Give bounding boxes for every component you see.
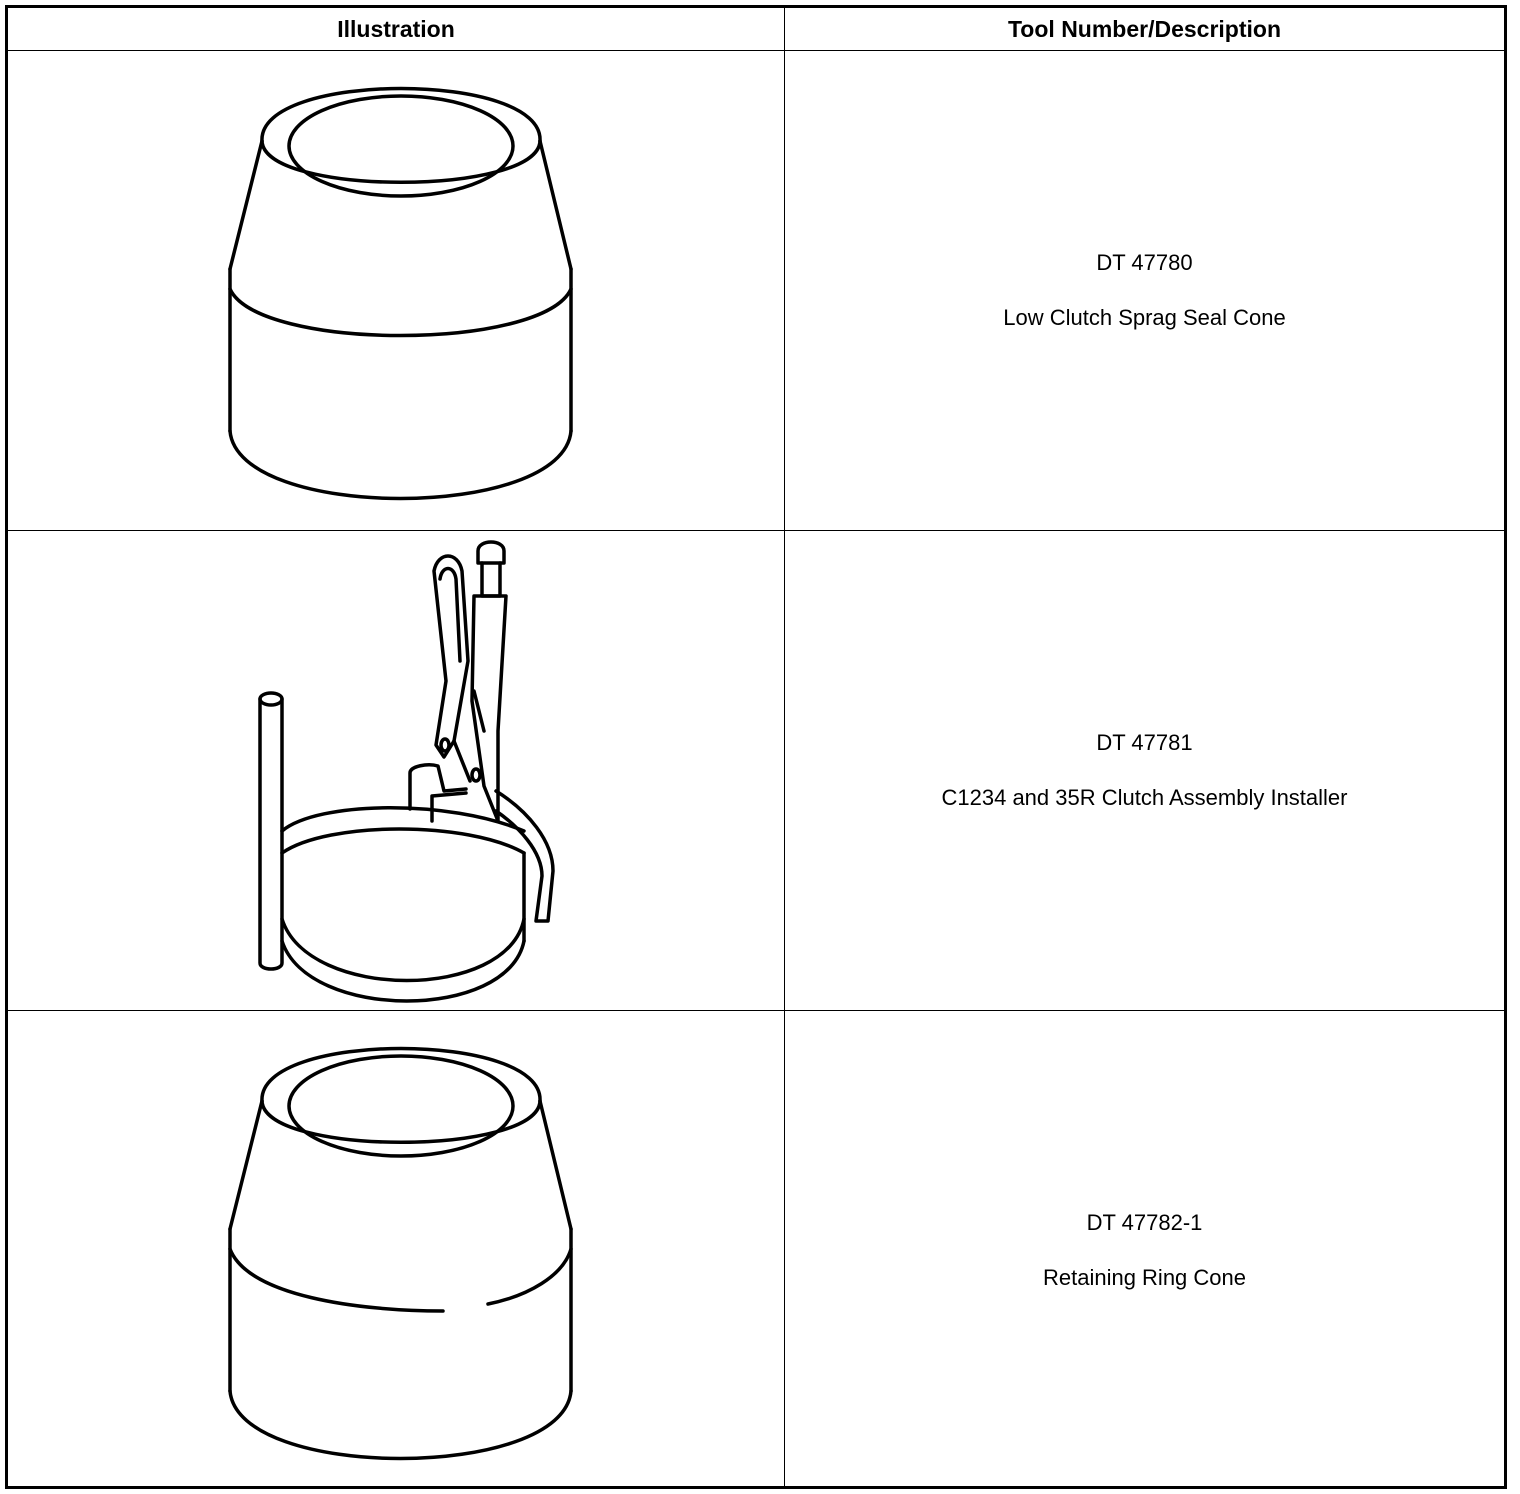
table-row-1-description — [785, 51, 1504, 530]
tool-description: Low Clutch Sprag Seal Cone — [1003, 305, 1286, 330]
header-tool-number-description: Tool Number/Description — [1007, 16, 1282, 42]
table-row-3-illustration — [8, 1011, 784, 1490]
table-row-3-description — [785, 1011, 1504, 1490]
tool-description: C1234 and 35R Clutch Assembly Installer — [941, 785, 1348, 810]
tool-description: Retaining Ring Cone — [1042, 1265, 1247, 1290]
seal-cone-icon — [8, 51, 784, 530]
table-row-1-illustration — [8, 51, 784, 530]
ring-cone-icon — [8, 1011, 784, 1490]
table-row-2-description — [785, 531, 1504, 1010]
tool-number: DT 47782-1 — [1086, 1210, 1203, 1235]
special-tools-table — [5, 5, 1507, 1489]
tool-number: DT 47781 — [1096, 730, 1193, 755]
header-illustration: Illustration — [337, 16, 455, 42]
clutch-installer-clamp-icon — [8, 531, 784, 1010]
tool-number: DT 47780 — [1096, 250, 1193, 275]
table-row-2-illustration — [8, 531, 784, 1010]
